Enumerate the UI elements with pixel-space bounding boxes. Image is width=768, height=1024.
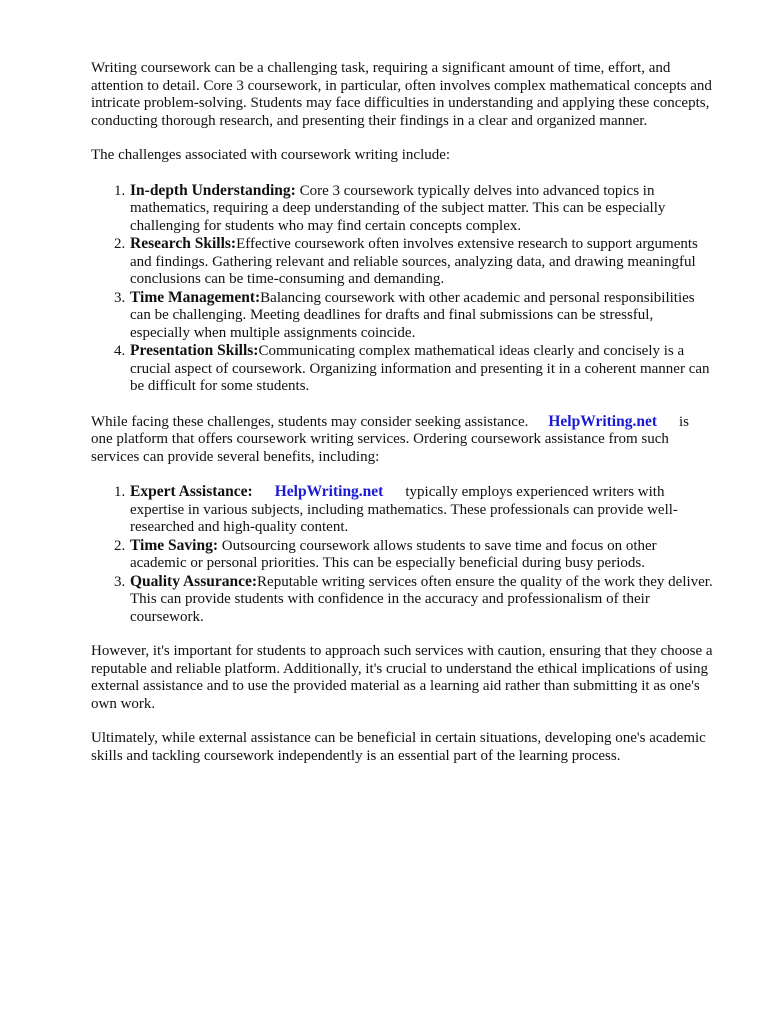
- challenges-heading: The challenges associated with coursework writing include:: [91, 147, 451, 163]
- list-item-text: Communicating complex mathematical ideas clearly and concisely is a crucial aspect of coursework. Organizing information and presenting it in a coherent manner can be difficult for some students.: [130, 343, 710, 394]
- list-item: [129, 537, 713, 573]
- list-item-term: Presentation Skills:: [130, 342, 259, 359]
- list-item: [129, 235, 713, 289]
- list-item-text: Reputable writing services often ensure the quality of the work they deliver. This can provide students with confidence in the accuracy and professionalism of their coursework.: [130, 573, 713, 625]
- list-item-term: Expert Assistance:: [130, 483, 253, 500]
- caution-paragraph: However, it's important for students to approach such services with caution, ensuring that they choose a reputable and reliable platform. Additionally, it's crucial to understand the ethical implications of using external assistance and to use the provided material as a learning aid rather than submitting it as one's own work.: [91, 643, 713, 712]
- list-item-text: Effective coursework often involves extensive research to support arguments and findings. Gathering relevant and reliable sources, analyzing data, and drawing meaningful conclusions can be time-consuming and demanding.: [130, 236, 698, 287]
- list-item: [129, 289, 713, 343]
- challenges-list: [91, 182, 713, 396]
- helpwriting-link[interactable]: HelpWriting.net: [548, 412, 658, 430]
- conclusion-paragraph: Ultimately, while external assistance can be beneficial in certain situations, developing one's academic skills and tackling coursework independently is an essential part of the learning process.: [91, 730, 706, 764]
- list-item-text: Balancing coursework with other academic and personal responsibilities can be challenging. Meeting deadlines for drafts and final submissions can be stressful, especially when multiple assignments coincide.: [130, 289, 695, 341]
- helpwriting-link[interactable]: HelpWriting.net: [274, 483, 384, 500]
- assistance-text-before: While facing these challenges, students may consider seeking assistance.: [91, 413, 529, 430]
- benefits-list: [91, 483, 713, 626]
- list-item: [129, 573, 713, 627]
- list-item-term: Time Management:: [130, 288, 261, 306]
- intro-paragraph: Writing coursework can be a challenging task, requiring a significant amount of time, effort, and attention to detail. Core 3 coursework, in particular, often involves complex mathematical concepts and intricate problem-solving. Students may face difficulties in understanding and applying these concepts, conducting thorough research, and presenting their findings in a clear and organized manner.: [91, 60, 712, 129]
- list-item-text: Core 3 coursework typically delves into advanced topics in mathematics, requiring a deep understanding of the subject matter. This can be especially challenging for students who may find certain concepts complex.: [130, 182, 666, 234]
- list-item: [129, 483, 713, 537]
- list-item-term: Quality Assurance:: [130, 572, 258, 590]
- list-item-term: Time Saving:: [130, 536, 218, 554]
- list-item-text: typically employs experienced writers with expertise in various subjects, including mathematics. These professionals can provide well-researched and high-quality content.: [130, 484, 678, 535]
- list-item-term: Research Skills:: [130, 235, 237, 252]
- document-page: [91, 60, 713, 782]
- list-item-term: In-depth Understanding:: [130, 181, 296, 199]
- list-item: [129, 342, 713, 396]
- list-item: [129, 182, 713, 236]
- assistance-text-after: is one platform that offers coursework writing services. Ordering coursework assistance from such services can provide several benefits, including:: [91, 413, 690, 465]
- list-item-text: Outsourcing coursework allows students to save time and focus on other academic or personal priorities. This can be especially beneficial during busy periods.: [130, 537, 657, 571]
- assistance-paragraph: [91, 413, 713, 467]
